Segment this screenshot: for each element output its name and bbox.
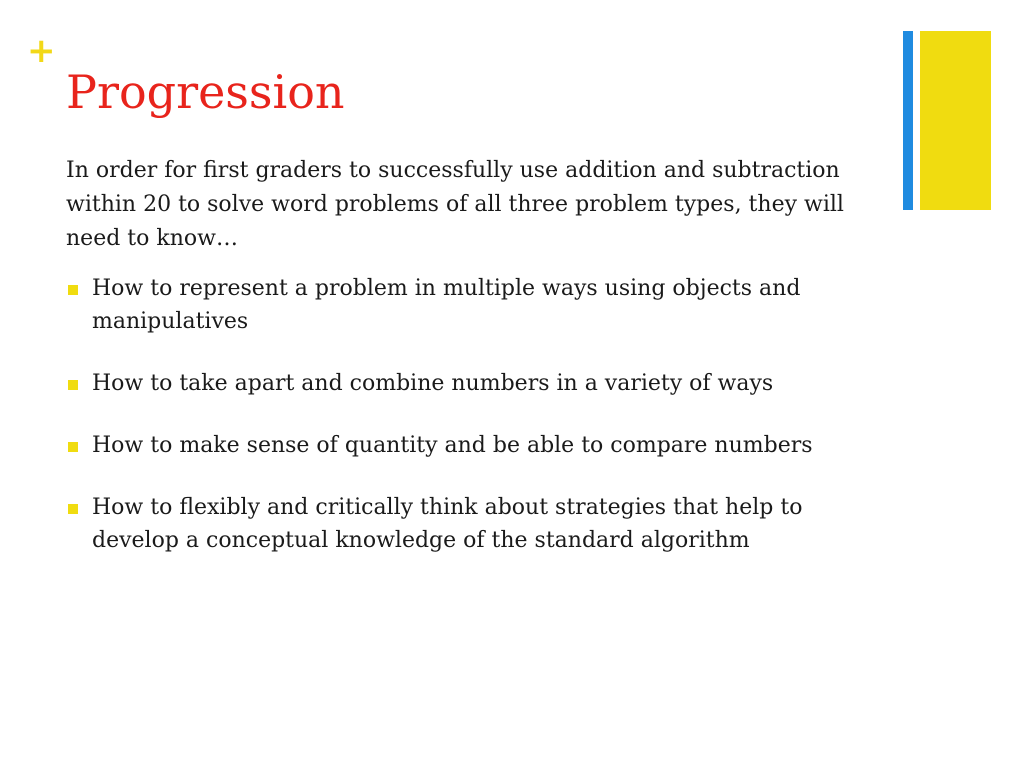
square-bullet-icon bbox=[68, 442, 78, 452]
slide-body bbox=[66, 154, 866, 586]
bullet-item bbox=[66, 491, 866, 557]
bullet-text: How to flexibly and critically think about strategies that help to develop a conceptual knowledge of the standard algorithm bbox=[92, 495, 803, 553]
bullet-item bbox=[66, 272, 866, 338]
bullet-text: How to make sense of quantity and be able to compare numbers bbox=[92, 433, 813, 458]
bullet-item bbox=[66, 429, 866, 462]
bullet-list bbox=[66, 272, 866, 557]
bullet-text: How to take apart and combine numbers in a variety of ways bbox=[92, 371, 774, 396]
accent-bar-yellow bbox=[920, 31, 991, 210]
intro-paragraph: In order for first graders to successfully use addition and subtraction within 20 to solve word problems of all three problem types, they will need to know… bbox=[66, 158, 844, 251]
square-bullet-icon bbox=[68, 285, 78, 295]
bullet-text: How to represent a problem in multiple ways using objects and manipulatives bbox=[92, 276, 801, 334]
square-bullet-icon bbox=[68, 380, 78, 390]
plus-icon: + bbox=[27, 31, 56, 71]
slide-title: Progression bbox=[66, 65, 345, 119]
bullet-item bbox=[66, 367, 866, 400]
accent-bar-blue bbox=[903, 31, 913, 210]
square-bullet-icon bbox=[68, 504, 78, 514]
